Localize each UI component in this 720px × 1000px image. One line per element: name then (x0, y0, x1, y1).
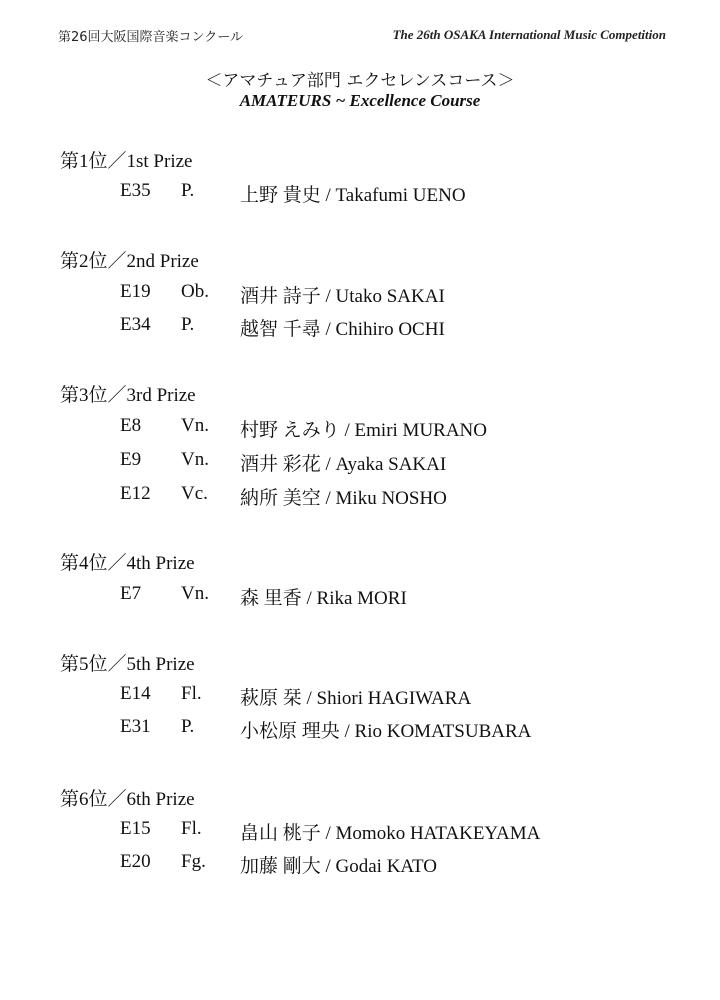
entry-code: E8 (120, 415, 142, 436)
entry-instrument: P. (181, 180, 195, 201)
entry-instrument: Fl. (181, 683, 202, 704)
list-item (0, 683, 720, 709)
entry-instrument: P. (181, 314, 195, 335)
entry-name: 萩原 栞 / Shiori HAGIWARA (240, 688, 472, 709)
entry-name: 加藤 剛大 / Godai KATO (240, 856, 438, 877)
entry-code: E15 (120, 818, 151, 839)
entry-instrument: Fl. (181, 818, 202, 839)
entry-code: E19 (120, 281, 151, 302)
list-item (0, 851, 720, 877)
entry-code: E14 (120, 683, 151, 704)
entry-instrument: Vn. (181, 449, 209, 470)
entry-name: 村野 えみり / Emiri MURANO (240, 420, 488, 441)
entry-code: E7 (120, 583, 142, 604)
prize-heading: 第5位／5th Prize (60, 654, 195, 675)
entry-name: 酒井 彩花 / Ayaka SAKAI (240, 454, 447, 475)
list-item (0, 583, 720, 609)
prize-heading: 第6位／6th Prize (60, 789, 195, 810)
entry-name: 小松原 理央 / Rio KOMATSUBARA (240, 721, 532, 742)
entry-instrument: Fg. (181, 851, 206, 872)
entry-code: E35 (120, 180, 151, 201)
list-item (0, 449, 720, 475)
prize-heading: 第4位／4th Prize (60, 553, 195, 574)
entry-instrument: P. (181, 716, 195, 737)
entry-instrument: Ob. (181, 281, 209, 302)
list-item (0, 314, 720, 340)
list-item (0, 180, 720, 206)
entry-name: 越智 千尋 / Chihiro OCHI (240, 319, 445, 340)
entry-code: E12 (120, 483, 151, 504)
entry-code: E20 (120, 851, 151, 872)
header-competition-en: The 26th OSAKA International Music Competition (392, 27, 666, 42)
list-item (0, 483, 720, 509)
header-competition-jp: 第26回大阪国際音楽コンクール (58, 30, 244, 45)
prize-heading: 第2位／2nd Prize (60, 251, 199, 272)
entry-code: E9 (120, 449, 142, 470)
entry-code: E34 (120, 314, 151, 335)
entry-name: 納所 美空 / Miku NOSHO (240, 488, 447, 509)
list-item (0, 281, 720, 307)
page-title-jp: ＜アマチュア部門 エクセレンスコース＞ (205, 71, 515, 91)
entry-instrument: Vc. (181, 483, 208, 504)
entry-instrument: Vn. (181, 583, 209, 604)
entry-name: 酒井 詩子 / Utako SAKAI (240, 286, 445, 307)
list-item (0, 818, 720, 844)
page-title-en: AMATEURS ~ Excellence Course (239, 91, 481, 110)
entry-name: 上野 貴史 / Takafumi UENO (240, 185, 466, 206)
list-item (0, 716, 720, 742)
entry-name: 畠山 桃子 / Momoko HATAKEYAMA (240, 823, 541, 844)
list-item (0, 415, 720, 441)
prize-heading: 第1位／1st Prize (60, 151, 193, 172)
entry-instrument: Vn. (181, 415, 209, 436)
entry-code: E31 (120, 716, 151, 737)
entry-name: 森 里香 / Rika MORI (240, 588, 407, 609)
prize-heading: 第3位／3rd Prize (60, 385, 196, 406)
